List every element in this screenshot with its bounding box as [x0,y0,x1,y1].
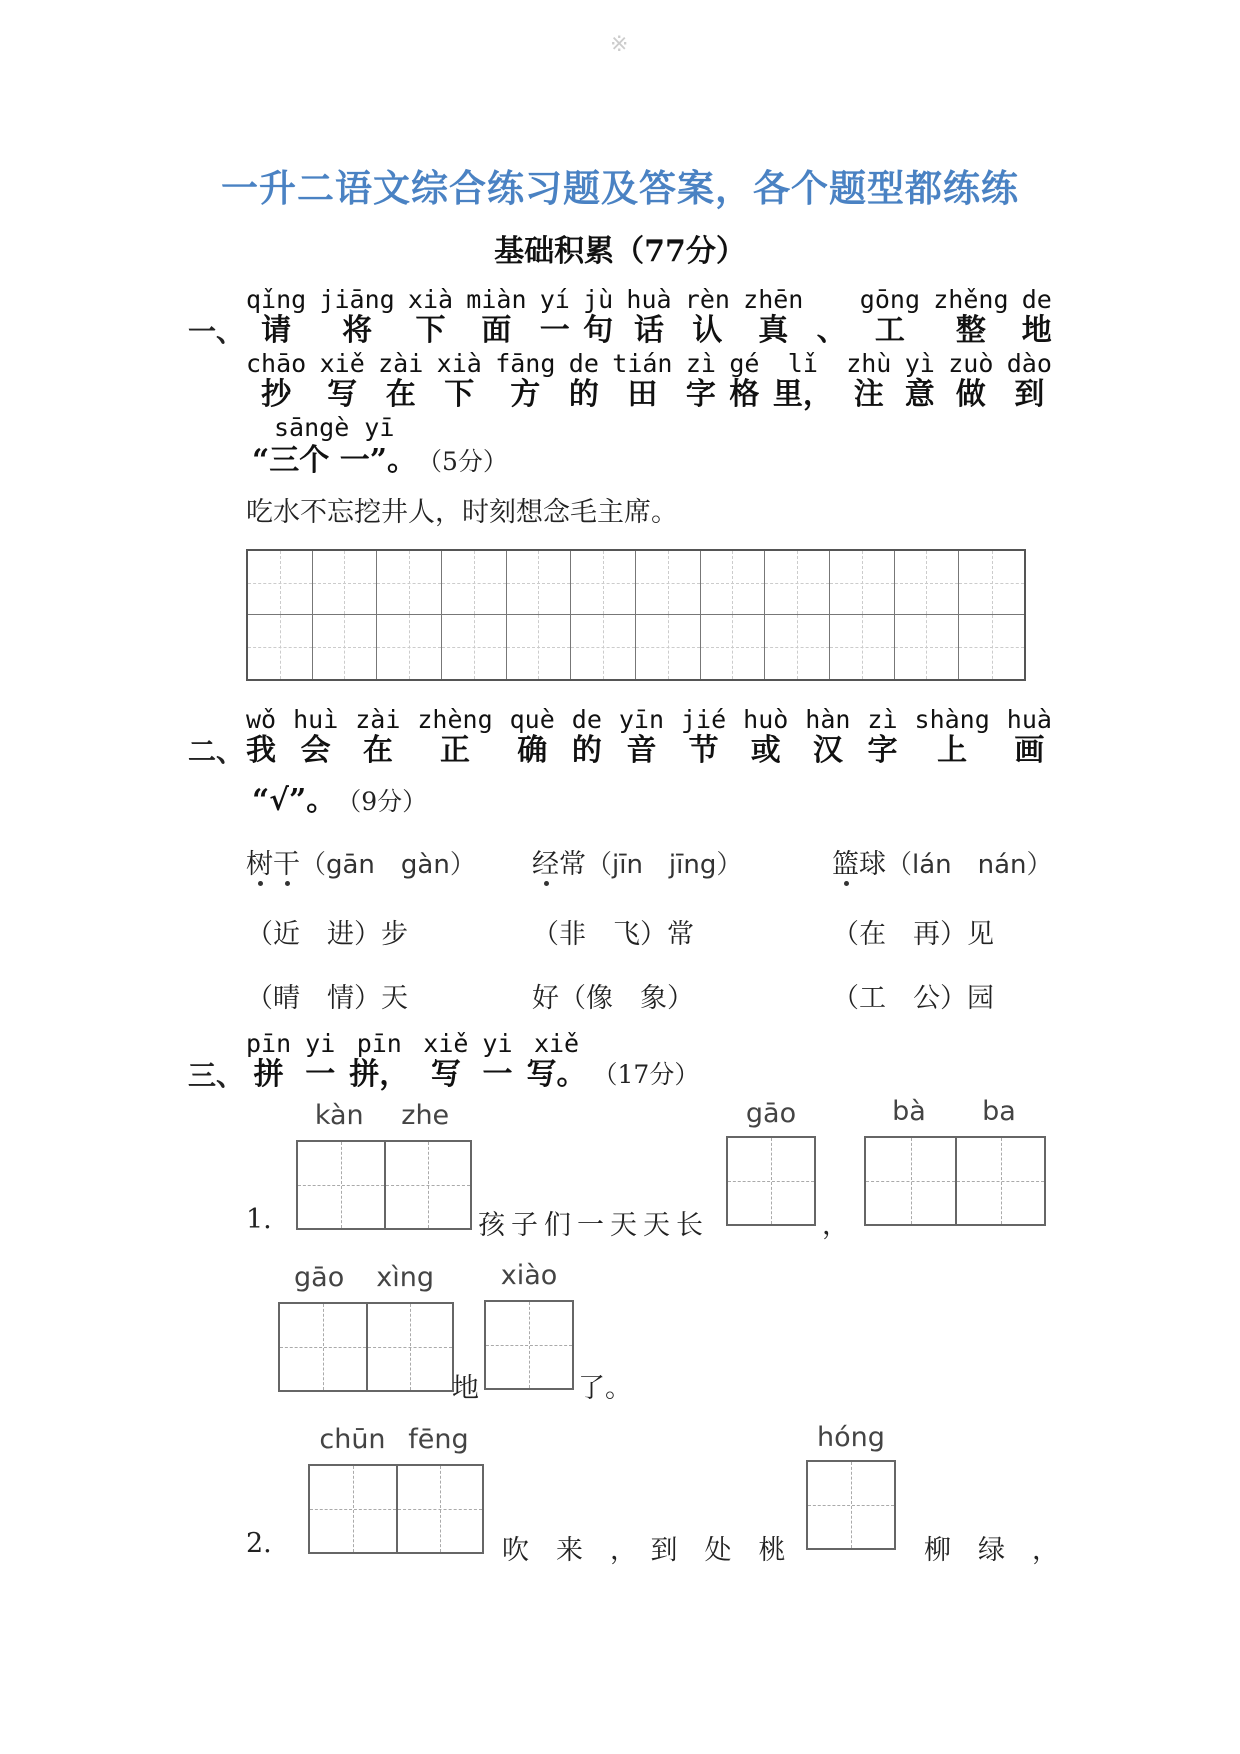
q1-line1-unit [1022,286,1052,348]
q2-item-1[interactable] [246,842,476,881]
writing-cell[interactable] [313,615,378,679]
q2-line1-pinyin: zhèng [417,705,493,734]
writing-cell[interactable] [442,615,507,679]
writing-cell[interactable] [959,551,1024,615]
q1-line1-pinyin: qǐng [246,285,307,314]
q3-line1-hanzi: 一 [305,1057,336,1092]
q1-line2-hanzi: 的 [568,377,599,412]
q2-line1-hanzi: 在 [362,733,393,768]
q3-s1-end: 了。 [578,1373,632,1404]
q3-line1-pinyin: yi [482,1029,513,1058]
q3-line1-hanzi: 拼， [349,1057,410,1092]
q3-s2-box1[interactable] [308,1464,484,1554]
q1-line3 [252,414,508,478]
writing-cell[interactable] [701,615,766,679]
q1-line2-pinyin: xiě [319,349,365,378]
q3-line1-pinyin: pīn [246,1029,292,1058]
q2-item-9[interactable]: （工 公）园 [832,983,994,1014]
q3-score: （17分） [592,1060,700,1089]
q3-line1 [246,1030,699,1092]
q1-line2-hanzi: 注 [853,377,884,412]
q2-line1-unit [355,706,400,768]
q1-line1-pinyin: jiāng [319,285,395,314]
q2-line1-unit [510,706,555,768]
q1-line3-pinyin: sāngè yī [274,413,395,442]
section-subtitle: 基础积累（77分） [494,234,746,269]
q3-number: 三、 [188,1059,245,1092]
writing-cell[interactable] [830,551,895,615]
q1-line1-unit [817,286,847,348]
q2-line1-unit [1007,706,1052,768]
writing-cell[interactable] [830,615,895,679]
q2-item-5[interactable]: （非 飞）常 [532,919,694,950]
q2-line1-pinyin: huò [743,705,789,734]
q1-line1-hanzi: 真 [758,313,789,348]
q3-line1-pinyin: xiě [423,1029,469,1058]
q1-line1-hanzi: 下 [415,313,446,348]
q2-line1-pinyin: wǒ [246,705,277,734]
q2-item-7[interactable]: （晴 情）天 [246,983,408,1014]
q1-line1 [246,286,1052,348]
q3-line1-pinyin: xiě [533,1029,580,1058]
q2-line1-unit [805,706,850,768]
q1-line1-hanzi: 整 [955,313,986,348]
q1-line2-hanzi: 写 [327,377,358,412]
q2-line1-hanzi: 我 [246,733,277,768]
writing-cell[interactable] [895,551,960,615]
writing-cell[interactable] [442,551,507,615]
q1-line1-hanzi: 认 [692,313,723,348]
q1-line1-pinyin: zhēn [743,285,804,314]
q1-line1-unit [685,286,730,348]
q3-s1-box3-pinyin: bà ba [892,1096,1016,1127]
q1-line1-hanzi: 面 [481,313,512,348]
q2-line1-pinyin: de [571,705,602,734]
q3-s1-box5[interactable] [484,1300,574,1390]
q3-s1-box4[interactable] [278,1302,454,1392]
writing-cell[interactable] [636,551,701,615]
q3-line1-unit [305,1030,335,1092]
q2-item-1-char1: 树 [246,849,273,880]
q3-s2-box1-pinyin: chūn fēng [319,1424,469,1455]
writing-cell[interactable] [571,615,636,679]
q2-line1 [246,706,1052,768]
q1-line2-hanzi: 里， [772,377,833,412]
writing-cell[interactable] [507,551,572,615]
q2-line1-unit [293,706,338,768]
q2-line1-unit [619,706,664,768]
q1-line1-pinyin: zhěng [933,285,1009,314]
writing-grid[interactable] [246,549,1026,681]
q1-line2-unit [612,350,672,412]
q3-line1-hanzi: 写。 [526,1057,587,1092]
q3-s2-box2-pinyin: hóng [817,1422,885,1453]
q1-line2-pinyin: de [568,349,599,378]
q1-line1-unit [583,286,613,348]
q2-line1-hanzi: 的 [571,733,602,768]
q1-line2-unit [320,350,365,412]
q1-line2-unit [948,350,993,412]
q1-line2-hanzi: 到 [1014,377,1045,412]
q2-line1-unit [681,706,726,768]
q3-line1-hanzi: 拼 [253,1057,284,1092]
q1-line1-unit [319,286,394,348]
q2-line1-pinyin: huì [293,705,339,734]
q1-line1-pinyin: gōng [859,285,921,314]
q3-s1-box1-pinyin: kàn zhe [314,1100,450,1131]
q1-line2-hanzi: 字 [685,377,716,412]
q2-line1-hanzi: 节 [688,733,719,768]
q2-line1-unit [743,706,788,768]
q1-line1-pinyin [824,286,839,314]
q1-line2-unit [1007,350,1052,412]
q1-line2-unit [437,350,482,412]
writing-cell[interactable] [959,615,1024,679]
q3-s2-box2[interactable] [806,1460,896,1550]
q1-line1-pinyin: de [1021,285,1052,314]
q1-line2-unit [378,350,423,412]
q1-line2-pinyin: lǐ [787,349,818,378]
writing-cell[interactable] [377,551,442,615]
q2-line1-pinyin: zài [355,705,401,734]
q1-line1-hanzi: 工 [874,313,905,348]
q1-line2-pinyin: tián [612,349,673,378]
q1-line2-pinyin: chāo [246,349,307,378]
q3-line1-pinyin: yi [305,1029,336,1058]
q1-line1-pinyin: miàn [466,285,527,314]
q1-line2-unit [846,350,891,412]
q1-line1-unit [246,286,306,348]
q1-line1-hanzi: 地 [1021,313,1052,348]
q2-item-2-options[interactable]: （jīn jīng） [586,850,743,880]
header-mark: ※ [610,32,629,57]
q3-s1-box2[interactable] [726,1136,816,1226]
q1-line1-unit [540,286,570,348]
q1-line1-pinyin: huà [626,285,672,314]
q1-line2-pinyin: dào [1006,349,1052,378]
q1-line2-unit [246,350,306,412]
q1-line2-pinyin: xià [436,349,482,378]
q2-number: 二、 [188,735,245,768]
writing-cell[interactable] [701,551,766,615]
q2-line1-hanzi: 音 [626,733,657,768]
q1-line2-unit [905,350,935,412]
q1-line2-hanzi: 田 [627,377,658,412]
q2-line1-pinyin: yīn [618,705,665,734]
writing-cell[interactable] [248,551,313,615]
q1-line2-pinyin: fāng [495,349,556,378]
q2-line1-hanzi: 确 [517,733,548,768]
q3-s1-mid-text: 孩子们一天天长 [478,1210,709,1241]
q2-line1-hanzi: 上 [937,733,968,768]
q1-line1-unit [408,286,453,348]
q2-line1-hanzi: 或 [750,733,781,768]
q3-s1-di: 地 [452,1373,479,1404]
q2-item-8[interactable]: 好（像 象） [532,983,694,1014]
q1-line1-pinyin: yí [539,285,570,314]
q1-line1-unit [626,286,671,348]
q2-line1-pinyin: jié [681,705,727,734]
q2-line1-unit [915,706,990,768]
q3-line1-unit [527,1030,587,1092]
q3-s2-end: 柳 绿 ， [924,1535,1059,1566]
writing-cell[interactable] [765,551,830,615]
q3-s1-number: 1. [246,1204,272,1235]
writing-cell[interactable] [248,615,313,679]
q2-item-2-char2: 常 [559,849,586,880]
q1-line2-pinyin: yì [904,349,935,378]
q2-line1-hanzi: 画 [1014,733,1045,768]
q1-line1-unit [860,286,920,348]
q2-line1-unit [572,706,602,768]
q1-line2-hanzi: 下 [444,377,475,412]
q1-line2-hanzi: 在 [385,377,416,412]
q2-item-3[interactable] [832,842,1053,881]
q2-line2-text: “√”。 [252,783,337,818]
q2-item-3-char1: 篮 [832,849,859,880]
writing-cell[interactable] [895,615,960,679]
q1-line3-text: “三个 一”。 [252,443,417,478]
q2-line1-pinyin: zì [867,705,898,734]
q1-line1-hanzi: 一 [539,313,570,348]
q1-line1-unit [933,286,1008,348]
q1-line1-pinyin: jù [583,285,614,314]
q2-line1-pinyin: shàng [914,705,990,734]
q3-s1-box4-pinyin: gāo xìng [294,1262,434,1293]
q2-item-2-char1: 经 [532,849,559,880]
page-title: 一升二语文综合练习题及答案，各个题型都练练 [221,167,1019,210]
q3-s2-mid-text: 吹 来 ， 到 处 桃 [502,1535,786,1566]
q1-line1-hanzi: 将 [342,313,373,348]
q3-s1-comma: ， [822,1210,849,1241]
writing-cell[interactable] [507,615,572,679]
q2-line1-hanzi: 会 [300,733,331,768]
q2-line1-pinyin: huà [1006,705,1052,734]
q2-line1-hanzi: 字 [867,733,898,768]
q3-line1-hanzi: 一 [482,1057,513,1092]
q2-item-4[interactable]: （近 进）步 [246,919,408,950]
q1-number: 一、 [188,315,245,348]
q3-line1-pinyin: pīn [356,1029,402,1058]
q1-line2-unit [773,350,833,412]
q1-line2-pinyin: zuò [948,349,994,378]
q1-line1-unit [466,286,526,348]
q2-line1-pinyin: hàn [805,705,851,734]
q2-line2 [252,782,427,818]
q1-line1-hanzi: 句 [583,313,614,348]
q1-line2-pinyin: zhù [846,349,892,378]
q2-item-2[interactable] [532,842,742,881]
q1-line1-pinyin: xià [407,285,454,314]
q1-line1-hanzi: 请 [261,313,292,348]
q1-line2-pinyin: zì [685,349,716,378]
q1-line2-unit [686,350,716,412]
q1-sentence: 吃水不忘挖井人，时刻想念毛主席。 [246,497,678,528]
q1-line2-hanzi: 做 [955,377,986,412]
q2-item-3-char2: 球 [859,849,886,880]
q1-line1-hanzi: 话 [633,313,664,348]
q2-line1-hanzi: 正 [440,733,470,768]
q1-line2-hanzi: 方 [510,377,541,412]
q3-s2-number: 2. [246,1528,272,1559]
q1-line2 [246,350,1052,412]
writing-cell[interactable] [313,551,378,615]
q3-line1-unit [349,1030,409,1092]
writing-cell[interactable] [571,551,636,615]
q2-line1-unit [417,706,492,768]
q1-score: （5分） [416,447,508,476]
q1-line2-pinyin: gé [729,349,760,378]
q3-line1-unit [246,1030,291,1092]
q3-s1-box2-pinyin: gāo [745,1098,797,1129]
q1-line2-pinyin: zài [378,349,424,378]
q2-line1-unit [246,706,276,768]
q3-s1-box3[interactable] [864,1136,1046,1226]
writing-cell[interactable] [765,615,830,679]
q1-line2-unit [569,350,599,412]
q2-item-1-char2: 干 [273,849,300,880]
q1-line2-hanzi: 意 [904,377,935,412]
writing-cell[interactable] [636,615,701,679]
writing-cell[interactable] [377,615,442,679]
q3-line1-unit [482,1030,512,1092]
q1-line1-hanzi: 、 [816,313,847,348]
q1-line2-unit [729,350,759,412]
q2-item-3-options[interactable]: （lán nán） [886,850,1053,880]
q2-item-1-options[interactable]: （gān gàn） [300,850,476,880]
q1-line2-unit [495,350,555,412]
q1-line1-unit [743,286,803,348]
q2-line1-pinyin: què [509,705,555,734]
q2-line1-unit [867,706,897,768]
q2-score: （9分） [336,787,428,816]
q1-line2-hanzi: 格 [729,377,760,412]
q3-s1-box5-pinyin: xiào [500,1260,558,1291]
q3-line1-unit [423,1030,468,1092]
q1-line2-hanzi: 抄 [261,377,292,412]
q2-item-6[interactable]: （在 再）见 [832,919,994,950]
q1-line1-pinyin: rèn [684,285,730,314]
q3-line1-hanzi: 写 [430,1057,461,1092]
q3-s1-box1[interactable] [296,1140,472,1230]
q2-line1-hanzi: 汉 [812,733,843,768]
